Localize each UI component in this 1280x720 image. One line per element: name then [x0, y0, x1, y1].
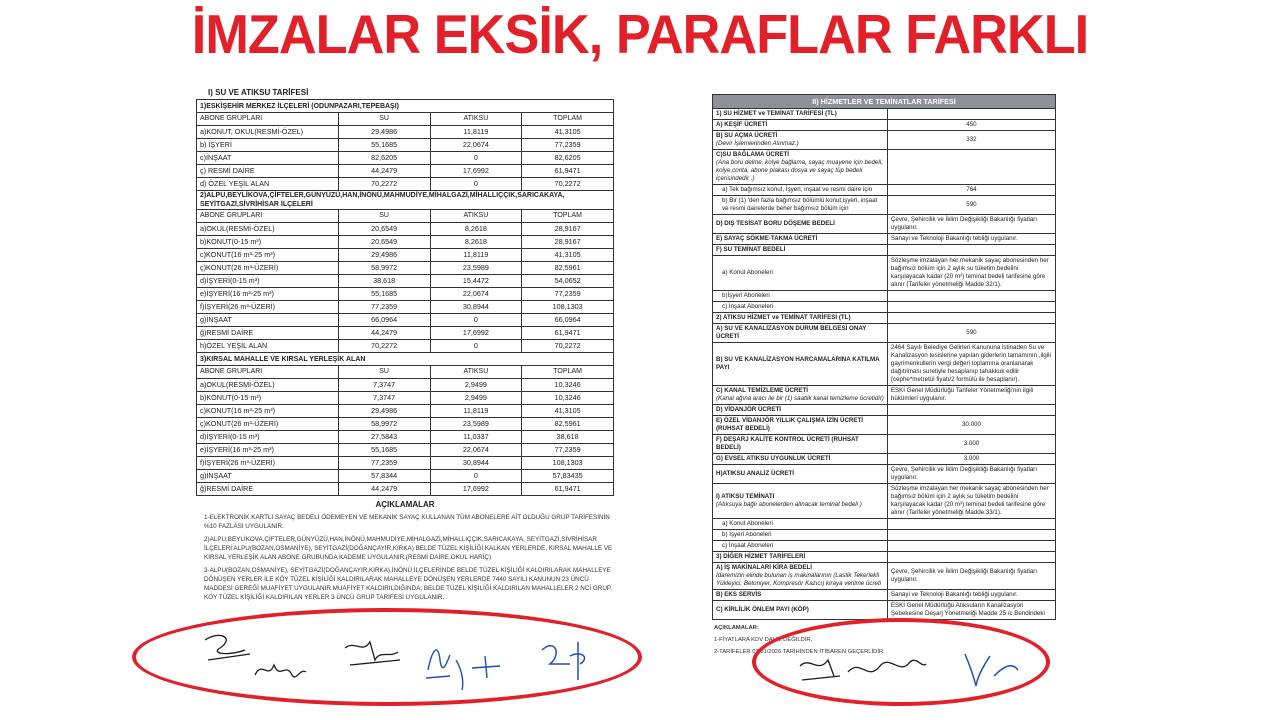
service-label: B) EKS SERVİS [716, 591, 762, 598]
tariff-value-cell: 41,3105 [522, 126, 614, 139]
tariff-value-cell: 28,9167 [522, 223, 614, 236]
service-row [713, 324, 1056, 343]
service-label: E) SAYAÇ SÖKME-TAKMA ÜCRETİ [716, 235, 818, 242]
subscriber-group-cell: b)KONUT(0-15 m³) [197, 392, 339, 405]
highlight-ellipse-right [752, 618, 1050, 706]
table-row [197, 165, 614, 178]
section-heading: 1)ESKİŞEHİR MERKEZ İLÇELERİ (ODUNPAZARI,TEPEBAŞI) [197, 100, 614, 113]
subscriber-group-cell: g)İNŞAAT [197, 470, 339, 483]
tariff-value-cell: 38,618 [338, 275, 430, 288]
table-row [197, 418, 614, 431]
service-row [713, 109, 1056, 120]
table-row [197, 314, 614, 327]
tariff-value-cell: 82,6205 [338, 152, 430, 165]
subscriber-group-cell: c)KONUT(16 m³-25 m³) [197, 249, 339, 262]
service-label: A) İŞ MAKİNALARI KİRA BEDELİ [716, 564, 813, 571]
service-value-cell [887, 530, 1055, 541]
service-row [713, 120, 1056, 131]
service-note: (Ana boru delme, kolye bağlama, sayaç muayene için bedeli, kolye,conta, abone plakası dosya ve sayaç tüp bedeli içerisindedir .) [716, 159, 883, 182]
service-label: D) DIŞ TESİSAT BORU DÖŞEME BEDELİ [716, 220, 835, 227]
tariff-value-cell: 70,2272 [522, 340, 614, 353]
service-label: F) DEŞARJ KALİTE KONTROL ÜCRETİ (RUHSAT BEDELİ) [716, 436, 859, 451]
service-value-cell: ESKİ Genel Müdürlüğü Tarifeler Yönetmeliği'nin ilgili hükümleri uygulanır. [887, 386, 1055, 405]
service-row [713, 484, 1056, 519]
service-label-cell [713, 484, 888, 519]
tariff-value-cell: 41,3105 [522, 249, 614, 262]
tariff-value-cell: 66,0964 [522, 314, 614, 327]
service-label-cell [713, 590, 888, 601]
services-tariff-title: II) HİZMETLER VE TEMİNATLAR TARİFESİ [713, 95, 1056, 109]
service-label-cell [713, 465, 888, 484]
service-label-cell [713, 245, 888, 256]
service-row [713, 530, 1056, 541]
tariff-value-cell: 58,9972 [338, 418, 430, 431]
service-row [713, 590, 1056, 601]
column-header: TOPLAM [522, 210, 614, 223]
service-label-cell [713, 405, 888, 416]
service-value-cell [887, 245, 1055, 256]
service-label-cell [713, 302, 888, 313]
table-row [197, 444, 614, 457]
service-row [713, 234, 1056, 245]
tariff-value-cell: 77,2359 [522, 288, 614, 301]
service-label-cell [713, 552, 888, 563]
tariff-value-cell: 108,1303 [522, 301, 614, 314]
subscriber-group-cell: f)İŞYERİ(26 m³-ÜZERİ) [197, 301, 339, 314]
tariff-value-cell: 23,5989 [430, 418, 522, 431]
service-label: a) Tek bağımsız konut, İşyeri, inşaat ve resmi daire için [722, 186, 873, 193]
tariff-value-cell: 70,2272 [338, 340, 430, 353]
tariff-value-cell: 55,1685 [338, 444, 430, 457]
service-row [713, 405, 1056, 416]
service-label: I) ATIKSU TEMİNATI [716, 493, 775, 500]
subscriber-group-cell: ç)KONUT(26 m³-ÜZERİ) [197, 262, 339, 275]
subscriber-group-cell: f)İŞYERİ(26 m³-ÜZERİ) [197, 457, 339, 470]
tariff-value-cell: 44,2479 [338, 483, 430, 496]
service-row [713, 435, 1056, 454]
service-label: 3) DİĞER HİZMET TARİFELERİ [716, 553, 806, 560]
service-row [713, 291, 1056, 302]
subscriber-group-cell: ç) RESMİ DAİRE [197, 165, 339, 178]
service-label-cell [713, 519, 888, 530]
service-row [713, 541, 1056, 552]
table-row [197, 152, 614, 165]
service-value-cell [887, 109, 1055, 120]
service-row [713, 256, 1056, 291]
column-header: ATIKSU [430, 210, 522, 223]
table-row [197, 262, 614, 275]
subscriber-group-cell: d)İŞYERİ(0-15 m³) [197, 275, 339, 288]
service-note: (Kanal ağına aracı ile bir (1) saatlik kanal temizleme ücretidir) [716, 395, 884, 402]
service-row [713, 454, 1056, 465]
service-label-cell [713, 131, 888, 150]
service-label-cell [713, 185, 888, 196]
subscriber-group-cell: a)OKUL(RESMİ-ÖZEL) [197, 223, 339, 236]
table-row [197, 178, 614, 191]
service-value-cell: 3.000 [887, 435, 1055, 454]
service-value-cell [887, 313, 1055, 324]
service-value-cell [887, 405, 1055, 416]
service-label-cell [713, 291, 888, 302]
table-row [197, 288, 614, 301]
service-row [713, 416, 1056, 435]
service-label-cell [713, 196, 888, 215]
tariff-value-cell: 77,2359 [522, 139, 614, 152]
service-row [713, 196, 1056, 215]
subscriber-group-cell: ğ)RESMİ DAİRE [197, 327, 339, 340]
service-value-cell: Sözleşme imzalayan her mekanik sayaç abonesinden her bağımsız bölüm için 2 aylık su tüketim bedelini karşılayacak kadar (20 m³) teminat bedeli tarifesine göre alınır (Tarifeler yönetmeliği Madde:33/1). [887, 484, 1055, 519]
service-value-cell [887, 519, 1055, 530]
note-1: 1-ELEKTRONİK KARTLI SAYAÇ BEDELİ ÖDEMEYEN VE MEKANİK SAYAÇ KULLANAN TÜM ABONELERE AİT OLDUĞU GRUP TARİFESİNİN %10 FAZLASI UYGULANIR. [204, 514, 610, 530]
tariff-value-cell: 70,2272 [338, 178, 430, 191]
service-label: c) İnşaat Aboneleri [722, 303, 774, 310]
tariff-value-cell: 7,3747 [338, 392, 430, 405]
tariff-value-cell: 77,2359 [338, 457, 430, 470]
subscriber-group-cell: e)İŞYERİ(16 m³-25 m³) [197, 444, 339, 457]
service-label: 1) SU HİZMET ve TEMİNAT TARİFESİ (TL) [716, 110, 837, 117]
table-row [197, 139, 614, 152]
table-row [197, 249, 614, 262]
tariff-value-cell: 58,9972 [338, 262, 430, 275]
section-heading: 2)ALPU,BEYLİKOVA,ÇİFTELER,GÜNYÜZÜ,HAN,İNÖNÜ,MAHMUDİYE,MİHALGAZİ,MİHALLIÇÇIK,SARICAKAYA, SEYİTGAZİ,SİVRİHİSAR İLÇELERİ [197, 191, 614, 210]
tariff-value-cell: 20,6549 [338, 223, 430, 236]
column-header: ABONE GRUPLARI [197, 366, 339, 379]
tariff-value-cell: 17,6992 [430, 483, 522, 496]
service-row [713, 245, 1056, 256]
tariff-value-cell: 22,0674 [430, 139, 522, 152]
subscriber-group-cell: d) ÖZEL YEŞİL ALAN [197, 178, 339, 191]
table-row [197, 470, 614, 483]
service-value-cell: Çevre, Şehircilik ve İklim Değişikliği Bakanlığı fiyatları uygulanır. [887, 563, 1055, 590]
service-value-cell: Çevre, Şehircilik ve İklim Değişikliği Bakanlığı fiyatları uygulanır. [887, 215, 1055, 234]
subscriber-group-cell: d)İŞYERİ(0-15 m³) [197, 431, 339, 444]
service-label-cell [713, 454, 888, 465]
table-row [197, 431, 614, 444]
service-value-cell: 590 [887, 196, 1055, 215]
service-label-cell [713, 234, 888, 245]
section-heading: 3)KIRSAL MAHALLE VE KIRSAL YERLEŞİK ALAN [197, 353, 614, 366]
tariff-value-cell: 44,2479 [338, 165, 430, 178]
tariff-value-cell: 2,9499 [430, 379, 522, 392]
table-row [197, 379, 614, 392]
tariff-value-cell: 2,9499 [430, 392, 522, 405]
service-label: H)ATIKSU ANALİZ ÜCRETİ [716, 470, 795, 477]
service-row [713, 519, 1056, 530]
service-value-cell: 590 [887, 324, 1055, 343]
tariff-value-cell: 15,4472 [430, 275, 522, 288]
service-row [713, 185, 1056, 196]
subscriber-group-cell: ğ)RESMİ DAİRE [197, 483, 339, 496]
service-row [713, 386, 1056, 405]
tariff-value-cell: 44,2479 [338, 327, 430, 340]
service-label: G) EVSEL ATIKSU UYGUNLUK ÜCRETİ [716, 455, 831, 462]
tariff-value-cell: 23,5989 [430, 262, 522, 275]
service-value-cell: Sanayi ve Teknoloji Bakanlığı tebliği uygulanır. [887, 590, 1055, 601]
tariff-value-cell: 55,1685 [338, 288, 430, 301]
notes-title: AÇIKLAMALAR [375, 500, 435, 509]
tariff-value-cell: 55,1685 [338, 139, 430, 152]
service-value-cell: Sözleşme imzalayan her mekanik sayaç abonesinden her bağımsız bölüm için 2 aylık su tüketim bedelini karşılayacak kadar (20 m³) teminat bedeli tarifesine göre alınır (Tarifeler yönetmeliği Madde:32/1). [887, 256, 1055, 291]
service-row [713, 150, 1056, 185]
service-label: a) Konut Aboneleri [722, 520, 773, 527]
service-label: b)İşyeri Aboneleri [722, 292, 770, 299]
service-note: (Atıksuya bağlı abonelerden alınacak teminat bedeli ) [716, 501, 862, 508]
tariff-value-cell: 8,2618 [430, 236, 522, 249]
table-row [197, 457, 614, 470]
tariff-value-cell: 22,0674 [430, 444, 522, 457]
service-label: A) KEŞİF ÜCRETİ [716, 121, 768, 128]
tariff-value-cell: 30,8944 [430, 301, 522, 314]
subscriber-group-cell: c)İNŞAAT [197, 152, 339, 165]
service-label-cell [713, 416, 888, 435]
note-2: 2)ALPU,BEYLİKOVA,ÇİFTELER,GÜNYÜZÜ,HAN,İNÖNÜ,MAHMUDİYE,MİHALGAZİ,MİHALLIÇÇIK,SARICAKAYA, SEYİTGAZİ,SİVRİHİSAR İLÇELERİ ALPU(BOZAN,OSMANİYE), SEYİTGAZİ(DOĞANÇAYIR,KIRKA) BELDE TÜZEL KİŞİLİĞİ KALKAN YERLERDE, KIRSAL MAHALLE VE KIRSAL YERLEŞİK ALAN ABONE GRUBUNDA KADEME UYGULANIR.(RESMİ DAİRE,OKUL HARİÇ) [204, 536, 613, 561]
service-value-cell: 3.000 [887, 454, 1055, 465]
tariff-value-cell: 0 [430, 470, 522, 483]
service-label-cell [713, 541, 888, 552]
tariff-value-cell: 54,0652 [522, 275, 614, 288]
service-value-cell: Çevre, Şehircilik ve İklim Değişikliği Bakanlığı fiyatları uygulanır. [887, 465, 1055, 484]
service-label: E) ÖZEL VİDANJÖR YILLIK ÇALIŞMA İZİN ÜCRETİ (RUHSAT BEDELİ) [716, 417, 864, 432]
water-tariff-document [196, 82, 614, 630]
service-label-cell [713, 109, 888, 120]
service-label-cell [713, 215, 888, 234]
service-label: b) İşyeri Aboneleri [722, 531, 772, 538]
tariff-value-cell: 41,3105 [522, 405, 614, 418]
subscriber-group-cell: a)OKUL(RESMİ-ÖZEL) [197, 379, 339, 392]
tariff-value-cell: 77,2359 [338, 301, 430, 314]
subscriber-group-cell: ç)KONUT(26 m³-ÜZERİ) [197, 418, 339, 431]
right-note-2: 2-TARİFELER 01/01/2026 TARİHİNDEN İTİBAREN GEÇERLİDİR. [714, 649, 885, 655]
service-value-cell [887, 302, 1055, 313]
service-row [713, 215, 1056, 234]
table-row [197, 340, 614, 353]
tariff-value-cell: 30,8944 [430, 457, 522, 470]
column-header: ATIKSU [430, 113, 522, 126]
subscriber-group-cell: b)KONUT(0-15 m³) [197, 236, 339, 249]
highlight-ellipse-left [132, 608, 642, 706]
tariff-value-cell: 11,8119 [430, 405, 522, 418]
service-row [713, 302, 1056, 313]
service-label: a) Konut Aboneleri [722, 269, 773, 276]
tariff-value-cell: 61,9471 [522, 327, 614, 340]
service-row [713, 563, 1056, 590]
tariff-value-cell: 0 [430, 178, 522, 191]
tariff-value-cell: 29,4986 [338, 249, 430, 262]
service-value-cell [887, 150, 1055, 185]
tariff-value-cell: 17,6992 [430, 327, 522, 340]
tariff-value-cell: 29,4986 [338, 126, 430, 139]
table-row [197, 275, 614, 288]
right-note-1: 1-FİYATLARA KDV DAHİL DEĞİLDİR. [714, 637, 813, 643]
subscriber-group-cell: h)ÖZEL YEŞİL ALAN [197, 340, 339, 353]
service-value-cell: 2464 Sayılı Belediye Gelirleri Kanununa istinaden Su ve Kanalizasyon tesislerine yapılan giderlerin tamamının ,ilgili gayrimenkullerin vergi değeri toplamına oranlanarak dağıtılması suretiyle hesaplanıp tahakkuk edilir (cephe*metretül fiyatı/2 formülü ile hesaplanır). [887, 343, 1055, 386]
service-row [713, 343, 1056, 386]
subscriber-group-cell: c)KONUT(16 m³-25 m³) [197, 405, 339, 418]
service-label: C)SU BAĞLAMA ÜCRETİ [716, 151, 789, 158]
service-value-cell: ESKİ Genel Müdürlüğü Atıksuların Kanalizasyon Şebekesine Deşarj Yönetmeliği Madde 25 /c Bendindeki [887, 601, 1055, 620]
service-label-cell [713, 120, 888, 131]
tariff-value-cell: 10,3246 [522, 379, 614, 392]
service-label-cell [713, 563, 888, 590]
tariff-value-cell: 17,6992 [430, 165, 522, 178]
tariff-value-cell: 28,9167 [522, 236, 614, 249]
headline: İMZALAR EKSİK, PARAFLAR FARKLI [191, 3, 1089, 65]
tariff-value-cell: 57,8344 [338, 470, 430, 483]
table-row [197, 327, 614, 340]
service-value-cell [887, 552, 1055, 563]
service-label-cell [713, 313, 888, 324]
service-value-cell: Sanayi ve Teknoloji Bakanlığı tebliği uygulanır. [887, 234, 1055, 245]
tariff-value-cell: 82,6205 [522, 152, 614, 165]
service-value-cell: 30.000 [887, 416, 1055, 435]
table-row [197, 301, 614, 314]
tariff-value-cell: 108,1303 [522, 457, 614, 470]
table-row [197, 236, 614, 249]
service-label-cell [713, 601, 888, 620]
tariff-value-cell: 10,3246 [522, 392, 614, 405]
service-label-cell [713, 256, 888, 291]
tariff-value-cell: 0 [430, 340, 522, 353]
table-row [197, 405, 614, 418]
service-label: C) KİRLİLİK ÖNLEM PAYI (KÖP) [716, 606, 809, 613]
water-tariff-title: I) SU VE ATIKSU TARİFESİ [208, 88, 309, 97]
service-row [713, 131, 1056, 150]
column-header: TOPLAM [522, 113, 614, 126]
tariff-value-cell: 66,0964 [338, 314, 430, 327]
column-header: ABONE GRUPLARI [197, 113, 339, 126]
column-header: SU [338, 210, 430, 223]
service-note: (Devir İşlemlerinden Alınmaz.) [716, 140, 799, 147]
service-row [713, 601, 1056, 620]
right-notes-title: AÇIKLAMALAR: [714, 625, 759, 631]
subscriber-group-cell: a)KONUT, OKUL(RESMİ-ÖZEL) [197, 126, 339, 139]
service-note: İdaremizin elinde bulunan iş makinalarının (Lastik Tekerlekli Yükleyici, Betoniyer, Kompresör Kazıcı) kiraya verilme ücreti [716, 572, 882, 587]
tariff-value-cell: 77,2359 [522, 444, 614, 457]
tariff-value-cell: 61,9471 [522, 483, 614, 496]
table-row [197, 126, 614, 139]
tariff-value-cell: 0 [430, 152, 522, 165]
service-row [713, 552, 1056, 563]
table-row [197, 223, 614, 236]
tariff-value-cell: 82,5961 [522, 262, 614, 275]
tariff-value-cell: 27,5843 [338, 431, 430, 444]
service-value-cell [887, 541, 1055, 552]
table-row [197, 392, 614, 405]
column-header: ATIKSU [430, 366, 522, 379]
services-tariff-table [712, 94, 1056, 620]
service-label-cell [713, 530, 888, 541]
service-label: F) SU TEMİNAT BEDELİ [716, 246, 786, 253]
service-label: B) SU VE KANALİZASYON HARCAMALARINA KATILMA PAYI [716, 356, 880, 371]
column-header: SU [338, 113, 430, 126]
tariff-value-cell: 82,5961 [522, 418, 614, 431]
subscriber-group-cell: e)İŞYERİ(16 m³-25 m³) [197, 288, 339, 301]
service-label: A) SU VE KANALİZASYON DURUM BELGESİ ONAY ÜCRETİ [716, 325, 867, 340]
water-tariff-table [196, 99, 614, 496]
service-value-cell [887, 291, 1055, 302]
service-value-cell: 332 [887, 131, 1055, 150]
table-row [197, 483, 614, 496]
column-header: SU [338, 366, 430, 379]
tariff-value-cell: 7,3747 [338, 379, 430, 392]
subscriber-group-cell: g)İNŞAAT [197, 314, 339, 327]
service-row [713, 465, 1056, 484]
service-label-cell [713, 386, 888, 405]
tariff-value-cell: 57,83435 [522, 470, 614, 483]
service-label-cell [713, 324, 888, 343]
tariff-value-cell: 70,2272 [522, 178, 614, 191]
tariff-value-cell: 29,4986 [338, 405, 430, 418]
note-3: 3-ALPU(BOZAN,OSMANİYE), SEYİTGAZİ(DOĞANÇAYIR,KIRKA),İNÖNÜ İLÇELERİNDE BELDE TÜZEL KİŞİLİĞİ KALDIRILARAK MAHALLEYE DÖNÜŞEN YERLER İLE KÖY TÜZEL KİŞİLİĞİ KALDIRILARAK MAHALLEYE DÖNÜŞEN YERLERDE 7440 SAYILI KANUNUN 23 ÜNCÜ MADDESİ GEREĞİ MUAFİYET UYGULANIR.MUAFİYET KALDIRILDIĞINDA; BELDE TÜZEL KİŞİLİĞİ KALDIRILAN MAHALLELER 2 NCİ GRUP, KÖY TÜZEL KİŞİLİĞİ KALDIRILAN YERLER 3 ÜNCÜ GRUP TARİFESİ UYGULANIR. [204, 567, 613, 601]
column-header: TOPLAM [522, 366, 614, 379]
tariff-value-cell: 61,9471 [522, 165, 614, 178]
tariff-value-cell: 0 [430, 314, 522, 327]
service-label: D) VİDANJÖR ÜCRETİ [716, 406, 781, 413]
subscriber-group-cell: b) İŞYERİ [197, 139, 339, 152]
tariff-value-cell: 11,8119 [430, 126, 522, 139]
service-label-cell [713, 343, 888, 386]
tariff-value-cell: 22,0674 [430, 288, 522, 301]
column-header: ABONE GRUPLARI [197, 210, 339, 223]
service-label: B) SU AÇMA ÜCRETİ [716, 132, 778, 139]
service-label-cell [713, 150, 888, 185]
service-value-cell: 450 [887, 120, 1055, 131]
service-label-cell [713, 435, 888, 454]
service-label: c) İnşaat Aboneleri [722, 542, 774, 549]
service-value-cell: 764 [887, 185, 1055, 196]
services-tariff-document [712, 94, 1056, 654]
tariff-value-cell: 38,618 [522, 431, 614, 444]
service-row [713, 313, 1056, 324]
service-label: 2) ATIKSU HİZMET ve TEMİNAT TARİFESİ (TL) [716, 314, 851, 321]
tariff-value-cell: 11,0337 [430, 431, 522, 444]
service-label: b) Bir (1) 'den fazla bağımsız bölümlü konut,işyeri, inşaat ve resmi dairelerde beher bağımsız bölüm için [722, 197, 878, 212]
tariff-value-cell: 8,2618 [430, 223, 522, 236]
tariff-value-cell: 20,6549 [338, 236, 430, 249]
tariff-value-cell: 11,8119 [430, 249, 522, 262]
service-label: C) KANAL TEMİZLEME ÜCRETİ [716, 387, 809, 394]
